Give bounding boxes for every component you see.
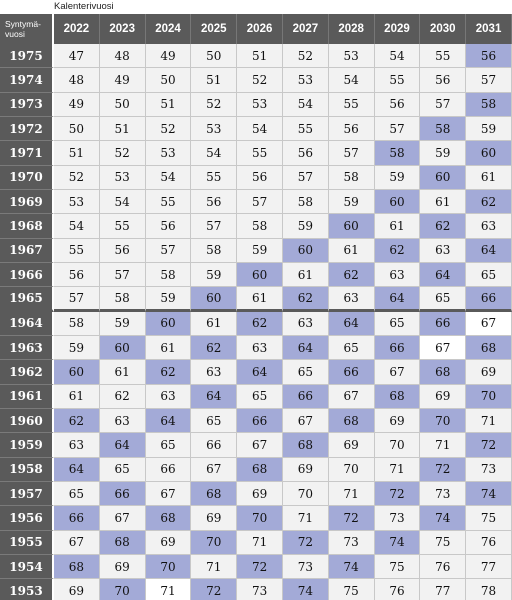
birth-year-header-line2: vuosi [5, 29, 25, 39]
age-cell: 61 [329, 239, 375, 263]
age-cell: 63 [146, 385, 192, 409]
birth-year-label: 1965 [0, 287, 54, 311]
age-cell: 67 [420, 336, 466, 360]
age-cell: 72 [191, 579, 237, 600]
age-cell: 65 [54, 482, 100, 506]
age-cell: 67 [329, 385, 375, 409]
age-cell: 68 [329, 409, 375, 433]
age-cell: 68 [191, 482, 237, 506]
age-cell: 68 [375, 385, 421, 409]
age-cell: 68 [283, 433, 329, 457]
age-cell: 73 [283, 555, 329, 579]
age-cell: 71 [420, 433, 466, 457]
age-cell: 62 [237, 312, 283, 336]
age-cell: 65 [191, 409, 237, 433]
age-cell: 64 [329, 312, 375, 336]
table-row [0, 263, 512, 287]
age-cell: 60 [329, 214, 375, 238]
birth-year-label: 1953 [0, 579, 54, 600]
birth-year-label: 1962 [0, 360, 54, 384]
age-cell: 73 [420, 482, 466, 506]
table-header-row [0, 14, 512, 44]
age-cell: 60 [191, 287, 237, 311]
age-cell: 57 [375, 117, 421, 141]
age-cell: 52 [54, 166, 100, 190]
age-cell: 64 [420, 263, 466, 287]
age-cell: 62 [100, 385, 146, 409]
age-cell: 56 [100, 239, 146, 263]
table-row [0, 579, 512, 600]
age-cell: 56 [191, 190, 237, 214]
age-cell: 58 [146, 263, 192, 287]
year-header: 2023 [100, 14, 146, 44]
age-cell: 59 [237, 239, 283, 263]
age-cell: 70 [420, 409, 466, 433]
age-cell: 63 [466, 214, 512, 238]
age-cell: 54 [375, 44, 421, 68]
calendar-year-title: Kalenterivuosi [54, 1, 114, 12]
table-row [0, 360, 512, 384]
age-cell: 71 [237, 531, 283, 555]
age-cell: 65 [283, 360, 329, 384]
age-cell: 63 [237, 336, 283, 360]
age-cell: 72 [329, 506, 375, 530]
age-cell: 56 [375, 93, 421, 117]
age-cell: 71 [283, 506, 329, 530]
age-cell: 63 [420, 239, 466, 263]
age-cell: 52 [146, 117, 192, 141]
age-cell: 54 [329, 68, 375, 92]
age-cell: 67 [54, 531, 100, 555]
age-cell: 58 [466, 93, 512, 117]
age-cell: 63 [100, 409, 146, 433]
age-cell: 57 [237, 190, 283, 214]
age-cell: 60 [54, 360, 100, 384]
age-cell: 65 [420, 287, 466, 311]
age-cell: 67 [375, 360, 421, 384]
age-cell: 52 [191, 93, 237, 117]
age-cell: 76 [466, 531, 512, 555]
age-cell: 66 [54, 506, 100, 530]
age-cell: 69 [100, 555, 146, 579]
birth-year-label: 1970 [0, 166, 54, 190]
age-cell: 50 [191, 44, 237, 68]
age-cell: 53 [237, 93, 283, 117]
age-cell: 67 [237, 433, 283, 457]
age-cell: 61 [100, 360, 146, 384]
age-cell: 75 [420, 531, 466, 555]
year-header: 2027 [283, 14, 329, 44]
age-cell: 55 [420, 44, 466, 68]
age-cell: 60 [100, 336, 146, 360]
birth-year-label: 1957 [0, 482, 54, 506]
age-cell: 75 [466, 506, 512, 530]
age-cell: 66 [191, 433, 237, 457]
age-cell: 65 [466, 263, 512, 287]
age-cell: 60 [466, 141, 512, 165]
year-header: 2031 [466, 14, 512, 44]
age-cell: 58 [191, 239, 237, 263]
age-cell: 72 [466, 433, 512, 457]
age-cell: 56 [283, 141, 329, 165]
age-table [0, 14, 512, 600]
age-cell: 55 [146, 190, 192, 214]
birth-year-label: 1956 [0, 506, 54, 530]
birth-year-label: 1969 [0, 190, 54, 214]
age-cell: 69 [283, 458, 329, 482]
age-cell: 69 [191, 506, 237, 530]
age-cell: 69 [375, 409, 421, 433]
age-cell: 60 [237, 263, 283, 287]
age-cell: 66 [100, 482, 146, 506]
age-cell: 73 [237, 579, 283, 600]
age-cell: 75 [375, 555, 421, 579]
age-cell: 71 [191, 555, 237, 579]
age-cell: 71 [329, 482, 375, 506]
age-cell: 74 [329, 555, 375, 579]
age-cell: 62 [146, 360, 192, 384]
age-cell: 65 [375, 312, 421, 336]
age-cell: 54 [237, 117, 283, 141]
age-cell: 68 [237, 458, 283, 482]
age-cell: 55 [283, 117, 329, 141]
birth-year-label: 1974 [0, 68, 54, 92]
age-cell: 62 [54, 409, 100, 433]
year-header: 2028 [329, 14, 375, 44]
age-cell: 59 [191, 263, 237, 287]
age-cell: 61 [146, 336, 192, 360]
age-cell: 57 [146, 239, 192, 263]
table-row [0, 117, 512, 141]
age-cell: 49 [54, 93, 100, 117]
age-cell: 51 [100, 117, 146, 141]
age-cell: 52 [283, 44, 329, 68]
age-cell: 61 [283, 263, 329, 287]
age-cell: 64 [100, 433, 146, 457]
birth-year-label: 1966 [0, 263, 54, 287]
birth-year-label: 1975 [0, 44, 54, 68]
age-cell: 57 [191, 214, 237, 238]
age-cell: 56 [237, 166, 283, 190]
age-cell: 49 [146, 44, 192, 68]
age-cell: 69 [54, 579, 100, 600]
age-cell: 67 [191, 458, 237, 482]
age-cell: 61 [466, 166, 512, 190]
age-cell: 55 [375, 68, 421, 92]
age-cell: 64 [466, 239, 512, 263]
age-cell: 56 [54, 263, 100, 287]
birth-year-label: 1967 [0, 239, 54, 263]
age-cell: 67 [466, 312, 512, 336]
age-cell: 64 [191, 385, 237, 409]
birth-year-header [0, 14, 54, 44]
age-cell: 64 [146, 409, 192, 433]
table-row [0, 433, 512, 457]
age-cell: 63 [375, 263, 421, 287]
age-cell: 61 [54, 385, 100, 409]
age-cell: 70 [100, 579, 146, 600]
age-cell: 58 [329, 166, 375, 190]
table-row [0, 214, 512, 238]
age-cell: 54 [54, 214, 100, 238]
year-header: 2025 [191, 14, 237, 44]
age-cell: 48 [54, 68, 100, 92]
age-cell: 49 [100, 68, 146, 92]
table-row [0, 409, 512, 433]
table-row [0, 287, 512, 311]
table-row [0, 482, 512, 506]
age-cell: 73 [329, 531, 375, 555]
birth-year-label: 1968 [0, 214, 54, 238]
age-cell: 69 [329, 433, 375, 457]
age-cell: 57 [54, 287, 100, 311]
age-cell: 57 [329, 141, 375, 165]
age-cell: 68 [100, 531, 146, 555]
age-cell: 51 [146, 93, 192, 117]
age-cell: 52 [237, 68, 283, 92]
age-cell: 55 [237, 141, 283, 165]
age-cell: 52 [100, 141, 146, 165]
age-cell: 72 [283, 531, 329, 555]
birth-year-label: 1971 [0, 141, 54, 165]
table-row [0, 506, 512, 530]
age-cell: 63 [329, 287, 375, 311]
age-cell: 68 [420, 360, 466, 384]
birth-year-label: 1963 [0, 336, 54, 360]
age-cell: 68 [54, 555, 100, 579]
age-cell: 73 [375, 506, 421, 530]
age-cell: 70 [329, 458, 375, 482]
birth-year-label: 1961 [0, 385, 54, 409]
age-cell: 59 [375, 166, 421, 190]
birth-year-header-line1: Syntymä- [5, 19, 41, 29]
age-cell: 59 [283, 214, 329, 238]
age-cell: 63 [191, 360, 237, 384]
age-cell: 69 [420, 385, 466, 409]
table-row [0, 458, 512, 482]
age-cell: 72 [375, 482, 421, 506]
birth-year-label: 1955 [0, 531, 54, 555]
age-cell: 59 [100, 312, 146, 336]
age-cell: 53 [146, 141, 192, 165]
age-cell: 66 [466, 287, 512, 311]
age-cell: 76 [375, 579, 421, 600]
age-cell: 57 [100, 263, 146, 287]
age-cell: 62 [283, 287, 329, 311]
age-cell: 68 [146, 506, 192, 530]
age-cell: 66 [375, 336, 421, 360]
age-cell: 60 [146, 312, 192, 336]
age-cell: 66 [329, 360, 375, 384]
age-cell: 57 [420, 93, 466, 117]
age-cell: 65 [237, 385, 283, 409]
age-cell: 51 [191, 68, 237, 92]
age-cell: 70 [237, 506, 283, 530]
age-cell: 69 [466, 360, 512, 384]
birth-year-label: 1964 [0, 312, 54, 336]
age-cell: 54 [283, 93, 329, 117]
age-cell: 54 [191, 141, 237, 165]
year-header: 2026 [237, 14, 283, 44]
age-cell: 51 [237, 44, 283, 68]
age-cell: 60 [283, 239, 329, 263]
table-row [0, 312, 512, 336]
age-cell: 59 [54, 336, 100, 360]
age-cell: 70 [191, 531, 237, 555]
age-cell: 60 [420, 166, 466, 190]
age-cell: 74 [466, 482, 512, 506]
age-cell: 66 [237, 409, 283, 433]
age-cell: 65 [329, 336, 375, 360]
age-cell: 71 [146, 579, 192, 600]
age-cell: 72 [420, 458, 466, 482]
age-cell: 58 [420, 117, 466, 141]
age-cell: 53 [283, 68, 329, 92]
age-cell: 54 [100, 190, 146, 214]
table-row [0, 44, 512, 68]
age-cell: 56 [146, 214, 192, 238]
age-cell: 59 [466, 117, 512, 141]
birth-year-label: 1973 [0, 93, 54, 117]
age-cell: 53 [191, 117, 237, 141]
table-row [0, 166, 512, 190]
age-cell: 53 [329, 44, 375, 68]
age-cell: 61 [375, 214, 421, 238]
age-cell: 73 [466, 458, 512, 482]
age-cell: 67 [146, 482, 192, 506]
age-cell: 71 [466, 409, 512, 433]
age-cell: 70 [146, 555, 192, 579]
age-cell: 69 [237, 482, 283, 506]
age-cell: 61 [191, 312, 237, 336]
age-cell: 66 [283, 385, 329, 409]
age-cell: 58 [283, 190, 329, 214]
age-cell: 47 [54, 44, 100, 68]
age-cell: 56 [466, 44, 512, 68]
age-cell: 74 [375, 531, 421, 555]
age-cell: 56 [329, 117, 375, 141]
table-row [0, 555, 512, 579]
age-cell: 59 [329, 190, 375, 214]
birth-year-label: 1972 [0, 117, 54, 141]
age-cell: 67 [100, 506, 146, 530]
age-cell: 70 [466, 385, 512, 409]
age-cell: 61 [420, 190, 466, 214]
age-cell: 70 [283, 482, 329, 506]
age-cell: 67 [283, 409, 329, 433]
age-cell: 60 [375, 190, 421, 214]
age-cell: 62 [420, 214, 466, 238]
age-cell: 55 [329, 93, 375, 117]
age-cell: 51 [54, 141, 100, 165]
table-row [0, 531, 512, 555]
age-cell: 75 [329, 579, 375, 600]
age-cell: 72 [237, 555, 283, 579]
age-cell: 64 [237, 360, 283, 384]
age-cell: 56 [420, 68, 466, 92]
table-row [0, 93, 512, 117]
table-row [0, 68, 512, 92]
age-cell: 54 [146, 166, 192, 190]
table-row [0, 336, 512, 360]
age-cell: 48 [100, 44, 146, 68]
age-cell: 65 [146, 433, 192, 457]
birth-year-label: 1954 [0, 555, 54, 579]
age-cell: 78 [466, 579, 512, 600]
age-cell: 76 [420, 555, 466, 579]
age-cell: 53 [100, 166, 146, 190]
age-cell: 69 [146, 531, 192, 555]
age-cell: 55 [54, 239, 100, 263]
age-cell: 62 [329, 263, 375, 287]
age-cell: 58 [237, 214, 283, 238]
table-row [0, 141, 512, 165]
age-cell: 66 [146, 458, 192, 482]
year-header: 2029 [375, 14, 421, 44]
table-row [0, 385, 512, 409]
age-cell: 62 [191, 336, 237, 360]
birth-year-label: 1958 [0, 458, 54, 482]
age-cell: 70 [375, 433, 421, 457]
age-cell: 53 [54, 190, 100, 214]
birth-year-label: 1959 [0, 433, 54, 457]
age-cell: 63 [283, 312, 329, 336]
age-cell: 77 [466, 555, 512, 579]
age-cell: 77 [420, 579, 466, 600]
age-cell: 50 [54, 117, 100, 141]
age-cell: 64 [375, 287, 421, 311]
age-cell: 50 [100, 93, 146, 117]
age-cell: 74 [283, 579, 329, 600]
age-cell: 55 [191, 166, 237, 190]
year-header: 2024 [146, 14, 192, 44]
age-cell: 64 [54, 458, 100, 482]
age-cell: 57 [466, 68, 512, 92]
table-row [0, 239, 512, 263]
table-row [0, 190, 512, 214]
age-cell: 62 [466, 190, 512, 214]
age-cell: 64 [283, 336, 329, 360]
age-cell: 58 [100, 287, 146, 311]
age-cell: 58 [375, 141, 421, 165]
age-cell: 71 [375, 458, 421, 482]
age-cell: 68 [466, 336, 512, 360]
age-cell: 74 [420, 506, 466, 530]
age-cell: 66 [420, 312, 466, 336]
year-header: 2022 [54, 14, 100, 44]
age-cell: 65 [100, 458, 146, 482]
age-cell: 57 [283, 166, 329, 190]
age-cell: 50 [146, 68, 192, 92]
age-cell: 59 [420, 141, 466, 165]
age-cell: 58 [54, 312, 100, 336]
age-cell: 63 [54, 433, 100, 457]
age-cell: 62 [375, 239, 421, 263]
age-cell: 61 [237, 287, 283, 311]
birth-year-label: 1960 [0, 409, 54, 433]
age-cell: 59 [146, 287, 192, 311]
year-header: 2030 [420, 14, 466, 44]
age-cell: 55 [100, 214, 146, 238]
